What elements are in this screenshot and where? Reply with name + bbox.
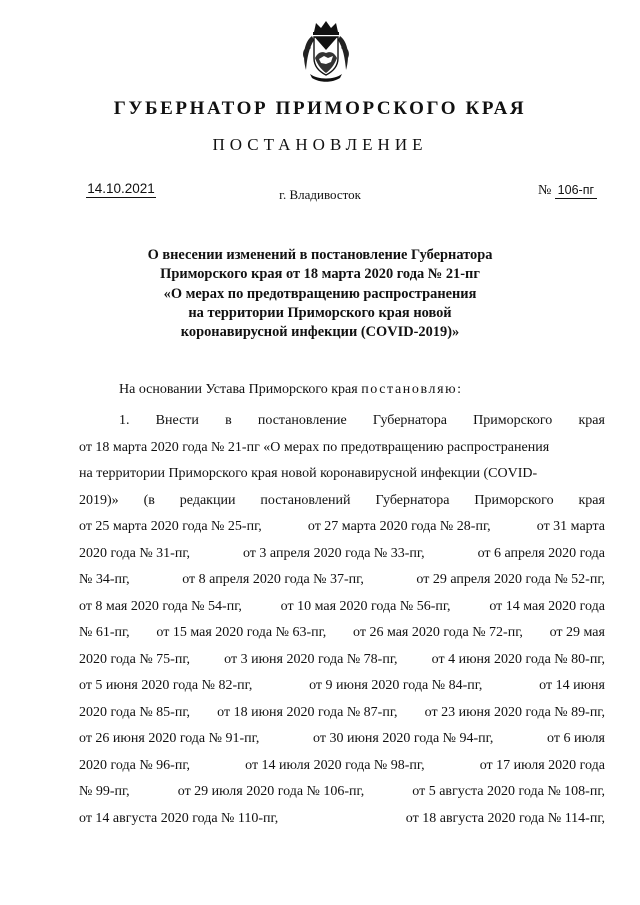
body-segment: от 27 марта 2020 года № 28-пг, [307, 519, 491, 534]
body-segment: от 10 мая 2020 года № 56-пг, [280, 598, 451, 614]
body-segment: от 5 июня 2020 года № 82-пг, [79, 678, 253, 693]
body-segment: от 29 апреля 2020 года № 52-пг, [416, 572, 605, 587]
preamble-text: На основании Устава Приморского края [119, 382, 358, 397]
body-segment: постановлений [260, 492, 351, 508]
body-segment: Приморского [474, 492, 554, 508]
body-segment: от 15 мая 2020 года № 63-пг, [156, 625, 327, 640]
body-segment: редакции [179, 492, 236, 508]
body-segment: от 23 июня 2020 года № 89-пг, [424, 704, 605, 720]
body-segment: Губернатора [375, 492, 450, 508]
body-line [79, 408, 605, 435]
body-segment: от 26 мая 2020 года № 72-пг, [353, 625, 523, 640]
body-line [79, 726, 605, 753]
body-segment: от 17 июля 2020 года [479, 757, 605, 773]
body-segment: края [578, 413, 605, 428]
body-segment: от 26 июня 2020 года № 91-пг, [79, 731, 260, 746]
body-segment: Губернатора [372, 413, 447, 428]
issuing-authority: ГУБЕРНАТОР ПРИМОРСКОГО КРАЯ [113, 98, 527, 119]
body-segment: от 8 мая 2020 года № 54-пг, [79, 598, 242, 614]
body-line [79, 673, 605, 700]
body-segment: на территории Приморского края новой коронавирусной инфекции (COVID- [79, 466, 538, 481]
body-segment: от 3 июня 2020 года № 78-пг, [224, 651, 398, 667]
body-segment: 2020 года № 96-пг, [79, 757, 191, 773]
body-segment: 2020 года № 75-пг, [79, 651, 191, 667]
body-line [79, 700, 605, 727]
body-segment: 2019)» [79, 492, 119, 508]
document-heading [60, 246, 580, 342]
body-line [79, 567, 605, 594]
body-segment: от 6 июля [547, 731, 605, 746]
body-line [79, 620, 605, 647]
body-segment: от 31 марта [536, 519, 605, 534]
body-segment: от 25 марта 2020 года № 25-пг, [79, 519, 262, 534]
body-segment: от 8 апреля 2020 года № 37-пг, [182, 572, 364, 587]
body-line [79, 806, 605, 833]
body-segment: 2020 года № 85-пг, [79, 704, 191, 720]
heading-line: коронавирусной инфекции (COVID-2019)» [180, 324, 460, 341]
body-segment: от 9 июня 2020 года № 84-пг, [309, 678, 483, 693]
body-segment: от 14 мая 2020 года [489, 598, 605, 614]
body-segment: от 18 марта 2020 года № 21-пг «О мерах по предотвращению распространения [79, 439, 550, 455]
body-segment: от 14 августа 2020 года № 110-пг, [79, 810, 279, 826]
body-segment: от 4 июня 2020 года № 80-пг, [431, 651, 605, 667]
heading-line: на территории Приморского края новой [188, 304, 452, 321]
preamble [119, 382, 463, 398]
body-segment: от 18 июня 2020 года № 87-пг, [217, 704, 398, 720]
body-segment: № 99-пг, [79, 784, 130, 799]
body-segment: постановление [257, 413, 347, 428]
body-line [79, 514, 605, 541]
number-prefix: № [538, 183, 552, 198]
body-segment: в [225, 413, 232, 428]
body-segment: от 14 июля 2020 года № 98-пг, [245, 757, 425, 773]
body-line [79, 753, 605, 780]
preamble-decree-word: постановляю: [361, 382, 463, 397]
body-line [79, 541, 605, 568]
heading-line: «О мерах по предотвращению распространения [163, 285, 477, 302]
body-segment: № 61-пг, [79, 625, 130, 640]
body-segment: № 34-пг, [79, 572, 130, 587]
body-segment: от 18 августа 2020 года № 114-пг, [405, 810, 605, 826]
number-value: 106-пг [555, 182, 597, 199]
body-segment: Внести [155, 413, 199, 428]
body-segment: от 29 июля 2020 года № 106-пг, [177, 784, 365, 799]
body-segment: от 29 мая [549, 625, 605, 640]
document-date: 14.10.2021 [87, 181, 155, 196]
body-line [79, 594, 605, 621]
body-segment: от 6 апреля 2020 года [477, 545, 605, 561]
body-segment: от 14 июня [539, 678, 605, 693]
body-segment: от 5 августа 2020 года № 108-пг, [412, 784, 605, 799]
document-type: ПОСТАНОВЛЕНИЕ [212, 135, 428, 154]
document-number [538, 182, 597, 199]
body-segment: 2020 года № 31-пг, [79, 545, 191, 561]
body-segment: Приморского [473, 413, 553, 428]
heading-line: Приморского края от 18 марта 2020 года № 21-пг [160, 266, 480, 283]
body-line [79, 461, 605, 488]
coat-of-arms-icon [300, 18, 352, 84]
body-segment: от 3 апреля 2020 года № 33-пг, [242, 545, 425, 561]
document-city: г. Владивосток [279, 187, 361, 202]
body-text [79, 408, 605, 832]
body-segment: (в [143, 492, 155, 508]
heading-line: О внесении изменений в постановление Губернатора [147, 247, 493, 263]
body-segment: края [578, 492, 605, 508]
body-line [79, 435, 605, 462]
body-line [79, 488, 605, 515]
body-segment: 1. [119, 413, 130, 428]
body-segment: от 30 июня 2020 года № 94-пг, [313, 731, 494, 746]
body-line [79, 647, 605, 674]
body-line [79, 779, 605, 806]
